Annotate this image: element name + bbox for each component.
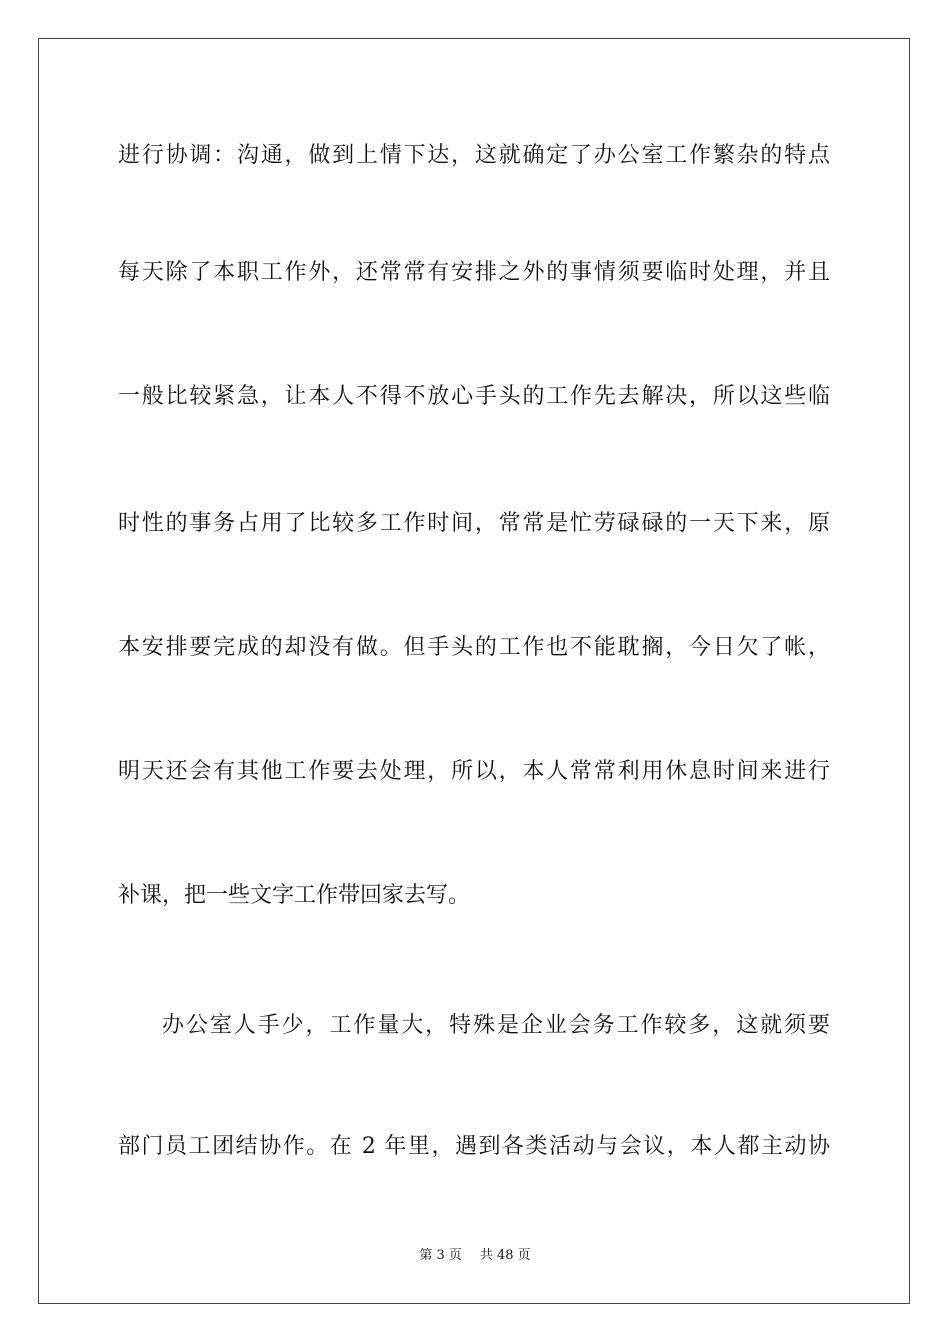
text-line: 补课，把一些文字工作带回家去写。 bbox=[118, 883, 471, 908]
text-line: 部门员工团结协作。在 2 年里，遇到各类活动与会议，本人都主动协 bbox=[118, 1134, 830, 1159]
page-number: 第 3 页 bbox=[419, 1248, 462, 1263]
page-border bbox=[38, 38, 910, 1304]
paragraph-first-line: 办公室人手少，工作量大，特殊是企业会务工作较多，这就须要 bbox=[162, 1013, 830, 1038]
total-pages: 共 48 页 bbox=[479, 1248, 531, 1263]
text-line: 一般比较紧急，让本人不得不放心手头的工作先去解决，所以这些临 bbox=[118, 384, 830, 409]
page-footer bbox=[0, 1247, 950, 1265]
text-line: 明天还会有其他工作要去处理，所以，本人常常利用休息时间来进行 bbox=[118, 759, 830, 784]
text-line: 进行协调：沟通，做到上情下达，这就确定了办公室工作繁杂的特点 bbox=[118, 143, 830, 168]
text-line: 时性的事务占用了比较多工作时间，常常是忙劳碌碌的一天下来，原 bbox=[118, 511, 830, 536]
text-line: 每天除了本职工作外，还常常有安排之外的事情须要临时处理，并且 bbox=[118, 260, 830, 285]
text-line: 本安排要完成的却没有做。但手头的工作也不能耽搁，今日欠了帐， bbox=[118, 635, 830, 660]
